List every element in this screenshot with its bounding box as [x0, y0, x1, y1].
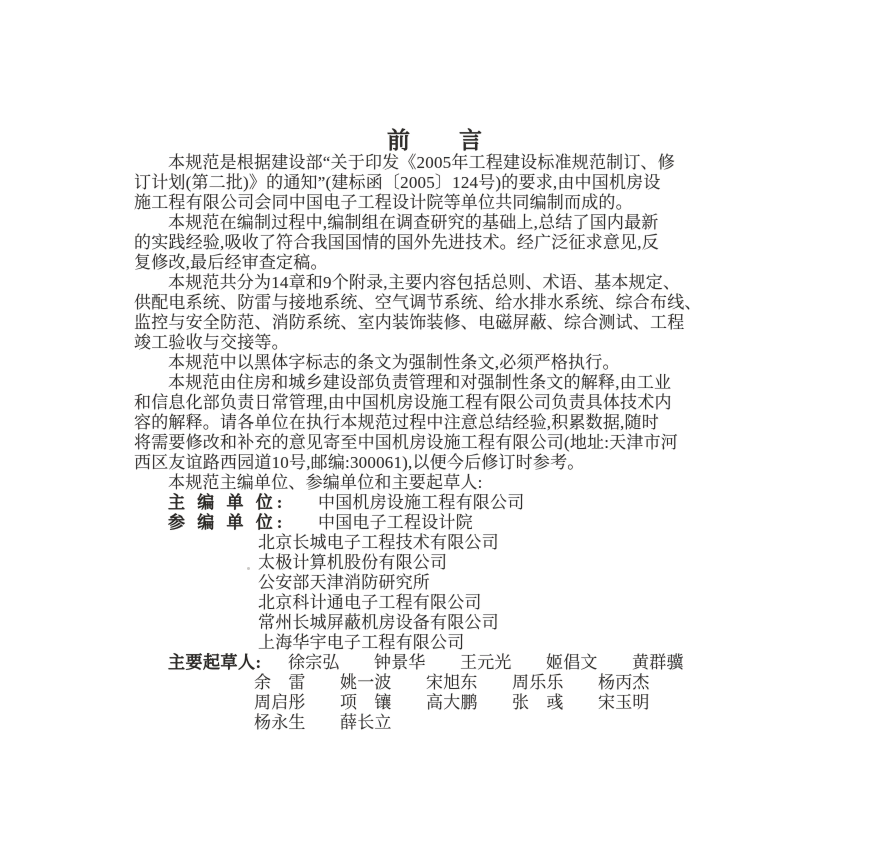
drafter-name: 高大鹏: [426, 693, 478, 712]
body-line: 本规范是根据建设部“关于印发《2005年工程建设标准规范制订、修: [168, 153, 675, 172]
drafter-name: 周乐乐: [512, 673, 564, 692]
drafter-row: [134, 673, 746, 693]
drafter-name: 王元光: [460, 653, 512, 672]
body-line: 本规范由住房和城乡建设部负责管理和对强制性条文的解释,由工业: [168, 373, 672, 392]
co-editor-company: 北京长城电子工程技术有限公司: [258, 533, 499, 552]
document-content: [134, 153, 746, 733]
co-editor-row: [134, 513, 746, 533]
drafter-name: 黄群骥: [632, 653, 684, 672]
body-line: 监控与安全防范、消防系统、室内装饰装修、电磁屏蔽、综合测试、工程: [134, 313, 685, 332]
chief-editor-value: 中国机房设施工程有限公司: [318, 493, 525, 512]
drafter-rows-rest: [134, 673, 746, 733]
co-editor-label: 参 编 单 位:: [168, 513, 287, 532]
drafter-name: 宋旭东: [426, 673, 478, 692]
chief-editor-label: 主 编 单 位:: [168, 493, 287, 512]
co-editor-first-value: 中国电子工程设计院: [318, 513, 473, 532]
body-line: 本规范中以黑体字标志的条文为强制性条文,必须严格执行。: [168, 353, 620, 372]
drafter-name: 项 镶: [340, 693, 392, 712]
body-line: 本规范在编制过程中,编制组在调查研究的基础上,总结了国内最新: [168, 213, 659, 232]
body-line: 供配电系统、防雷与接地系统、空气调节系统、给水排水系统、综合布线、: [134, 293, 702, 312]
drafter-names-row-0: [288, 653, 718, 672]
co-editor-company: 上海华宇电子工程有限公司: [258, 633, 465, 652]
body-line: 施工程有限公司会同中国电子工程设计院等单位共同编制而成的。: [134, 193, 633, 212]
drafters-label: 主要起草人:: [168, 653, 262, 672]
body-lines: [134, 153, 746, 493]
co-editor-others: [134, 533, 746, 653]
body-line: 的实践经验,吸收了符合我国国情的国外先进技术。经广泛征求意见,反: [134, 233, 659, 252]
co-editor-company: 常州长城屏蔽机房设备有限公司: [258, 613, 499, 632]
drafter-name: 杨丙杰: [598, 673, 650, 692]
co-editor-company: 太极计算机股份有限公司: [258, 553, 448, 572]
body-line: 本规范主编单位、参编单位和主要起草人:: [168, 473, 483, 492]
co-editor-company: 北京科计通电子工程有限公司: [258, 593, 482, 612]
body-line: 和信息化部负责日常管理,由中国机房设施工程有限公司负责具体技术内: [134, 393, 672, 412]
drafter-row: [134, 713, 746, 733]
drafter-name: 周启彤: [254, 693, 306, 712]
scan-speck: [247, 567, 250, 570]
drafter-name: 张 彧: [512, 693, 564, 712]
drafter-name: 姚一波: [340, 673, 392, 692]
drafters-row: [134, 653, 746, 673]
body-line: 本规范共分为14章和9个附录,主要内容包括总则、术语、基本规定、: [168, 273, 681, 292]
chief-editor-row: [134, 493, 746, 513]
body-line: 复修改,最后经审查定稿。: [134, 253, 328, 272]
body-line: 容的解释。请各单位在执行本规范过程中注意总结经验,积累数据,随时: [134, 413, 659, 432]
drafter-name: 徐宗弘: [288, 653, 340, 672]
document-title: 前 言: [387, 128, 483, 153]
drafter-name: 余 雷: [254, 673, 306, 692]
body-line: 西区友谊路西园道10号,邮编:300061),以便今后修订时参考。: [134, 453, 585, 472]
drafter-name: 姬倡文: [546, 653, 598, 672]
co-editor-company: 公安部天津消防研究所: [258, 573, 430, 592]
credits-section: [134, 493, 746, 733]
body-line: 竣工验收与交接等。: [134, 333, 289, 352]
drafter-name: 杨永生: [254, 713, 306, 732]
drafter-name: 钟景华: [374, 653, 426, 672]
drafter-name: 宋玉明: [598, 693, 650, 712]
body-line: 订计划(第二批)》的通知”(建标函〔2005〕124号)的要求,由中国机房设: [134, 173, 661, 192]
drafter-name: 薛长立: [340, 713, 392, 732]
drafter-row: [134, 693, 746, 713]
body-line: 将需要修改和补充的意见寄至中国机房设施工程有限公司(地址:天津市河: [134, 433, 678, 452]
